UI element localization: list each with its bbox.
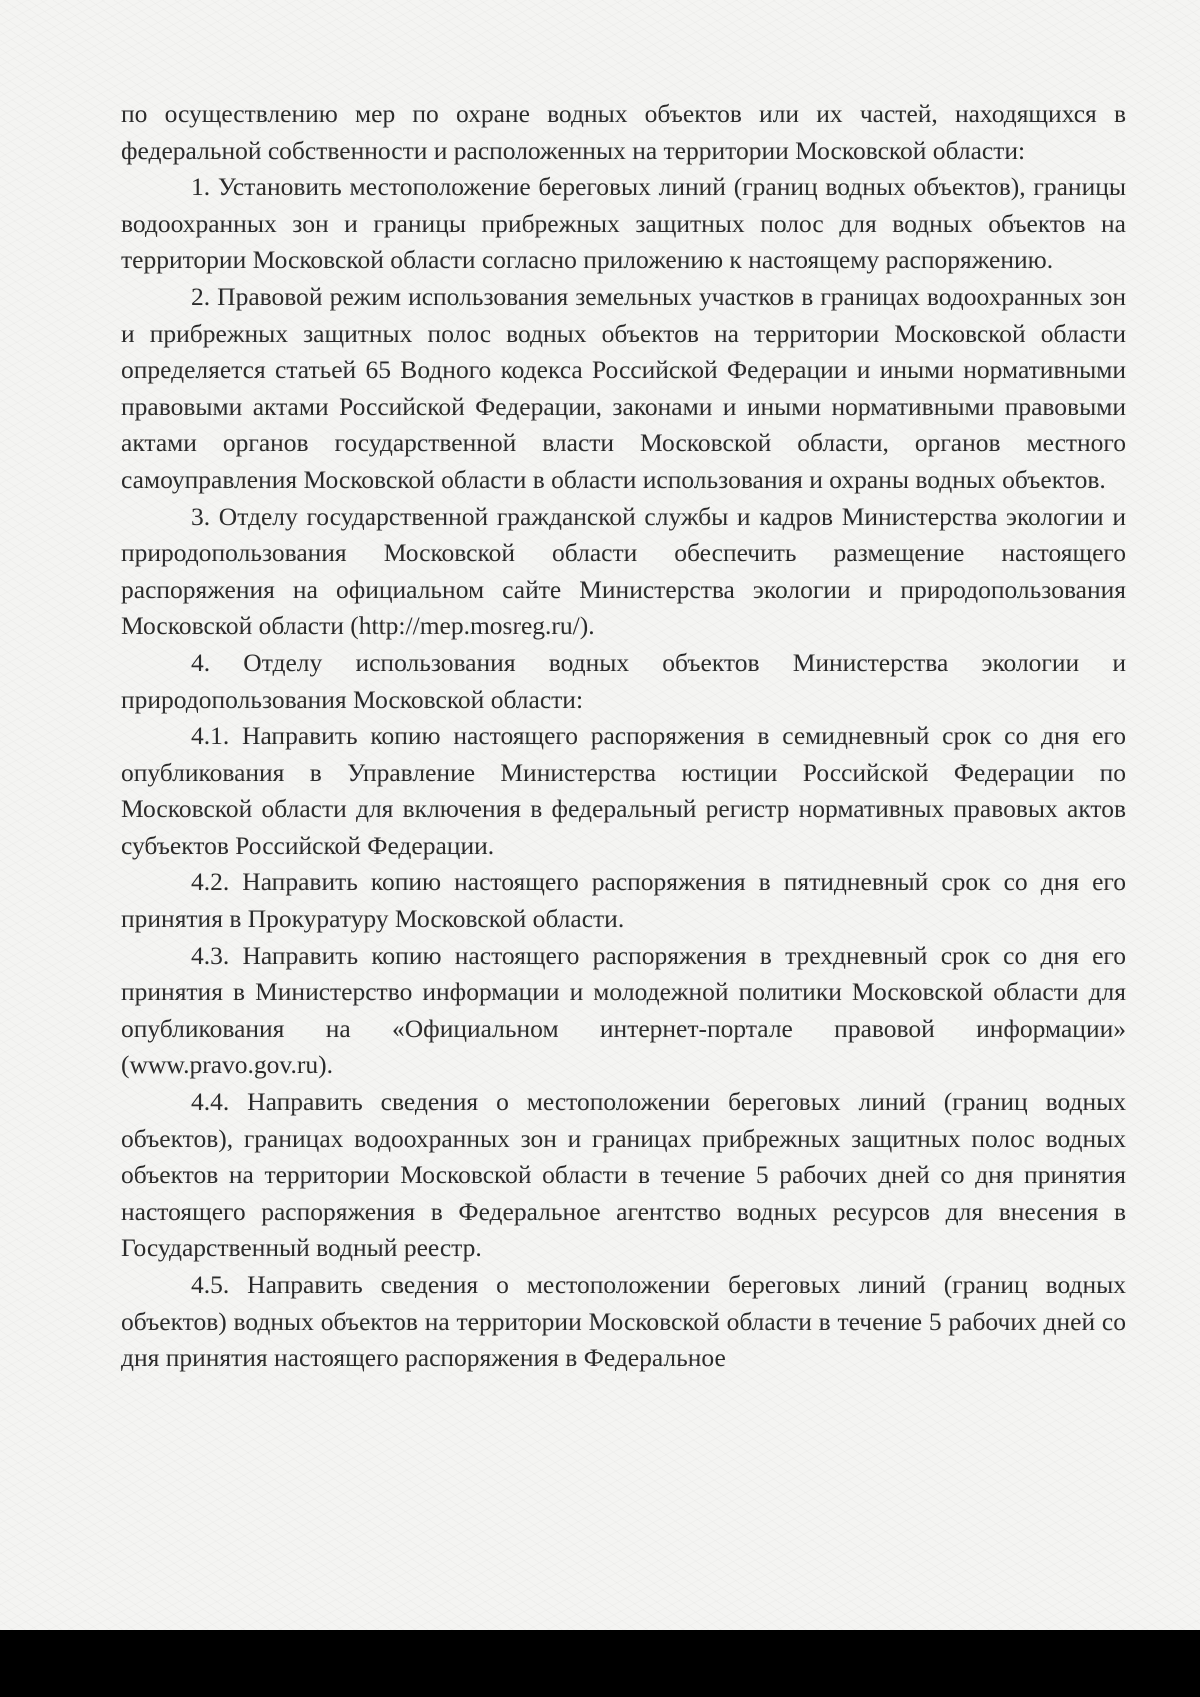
paragraph-item-4-3: 4.3. Направить копию настоящего распоряжения в трехдневный срок со дня его принятия в Министерство информации и молодежной политики Московской области для опубликования на «Официальном интернет-портале правовой информации» (www.pravo.gov.ru). [121,940,1126,1080]
paragraph-item-3: 3. Отделу государственной гражданской службы и кадров Министерства экологии и природопользования Московской области обеспечить размещение настоящего распоряжения на официальном сайте Министерства экологии и природопользования Московской области (http://mep.mosreg.ru/). [121,501,1126,641]
paragraph-item-4-5: 4.5. Направить сведения о местоположении береговых линий (границ водных объектов) водных объектов на территории Московской области в течение 5 рабочих дней со дня принятия настоящего распоряжения в Федеральное [121,1270,1126,1373]
paragraph-item-1: 1. Установить местоположение береговых линий (границ водных объектов), границы водоохранных зон и границы прибрежных защитных полос для водных объектов на территории Московской области согласно приложению к настоящему распоряжению. [121,172,1126,275]
paragraph-item-2: 2. Правовой режим использования земельных участков в границах водоохранных зон и прибрежных защитных полос водных объектов на территории Московской области определяется статьей 65 Водного кодекса Российской Федерации и иными нормативными правовыми актами Российской Федерации, законами и иными нормативными правовыми актами органов государственной власти Московской области, органов местного самоуправления Московской области в области использования и охраны водных объектов. [121,281,1126,494]
paragraph-item-4: 4. Отделу использования водных объектов Министерства экологии и природопользования Московской области: [121,647,1126,714]
scan-bottom-border [0,1630,1200,1697]
paragraph-item-4-1: 4.1. Направить копию настоящего распоряжения в семидневный срок со дня его опубликования в Управление Министерства юстиции Российской Федерации по Московской области для включения в федеральный регистр нормативных правовых актов субъектов Российской Федерации. [121,721,1126,860]
paragraph-item-4-4: 4.4. Направить сведения о местоположении береговых линий (границ водных объектов), границах водоохранных зон и границах прибрежных защитных полос водных объектов на территории Московской области в течение 5 рабочих дней со дня принятия настоящего распоряжения в Федеральное агентство водных ресурсов для внесения в Государственный водный реестр. [121,1087,1126,1263]
paragraph-item-4-2: 4.2. Направить копию настоящего распоряжения в пятидневный срок со дня его принятия в Прокуратуру Московской области. [121,867,1126,934]
paragraph-intro-continuation: по осуществлению мер по охране водных объектов или их частей, находящихся в федеральной собственности и расположенных на территории Московской области: [121,99,1126,165]
document-body [121,96,1126,1377]
